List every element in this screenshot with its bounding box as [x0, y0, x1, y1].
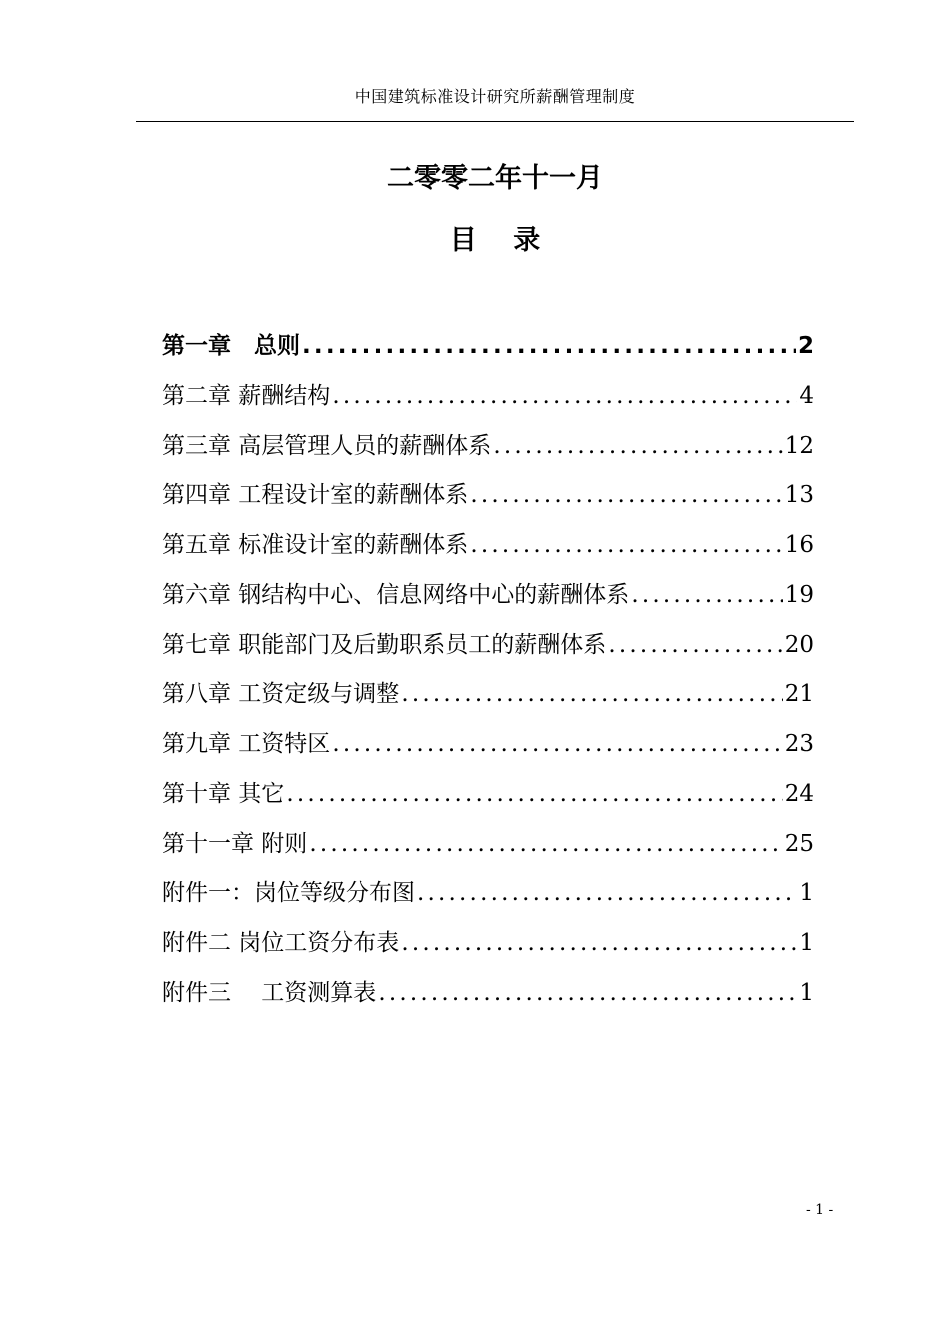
table-of-contents — [162, 328, 814, 1025]
toc-entry-page: 13 — [784, 482, 814, 509]
toc-entry-label: 第六章 钢结构中心、信息网络中心的薪酬体系 — [162, 581, 630, 608]
toc-entry-appendix-3[interactable] — [162, 975, 814, 1025]
header-divider — [136, 121, 854, 122]
toc-entry-chapter-1[interactable] — [162, 328, 814, 378]
document-date: 二零零二年十一月 — [387, 163, 603, 194]
toc-entry-chapter-6[interactable] — [162, 577, 814, 627]
toc-entry-label: 第五章 标准设计室的薪酬体系 — [162, 532, 469, 558]
toc-entry-page: 24 — [784, 780, 814, 807]
toc-entry-appendix-1[interactable] — [162, 875, 814, 925]
toc-entry-label: 第九章 工资特区 — [162, 731, 331, 757]
toc-entry-label: 第一章 总则 — [162, 333, 300, 359]
toc-entry-chapter-4[interactable] — [162, 477, 814, 527]
toc-dot-leader — [378, 975, 797, 1011]
toc-dot-leader — [302, 328, 796, 364]
toc-entry-label: 第十一章 附则 — [162, 830, 308, 857]
toc-dot-leader — [608, 627, 782, 663]
toc-entry-page: 16 — [784, 532, 814, 558]
toc-entry-chapter-10[interactable] — [162, 776, 814, 826]
toc-entry-page: 20 — [784, 631, 814, 658]
page-number: - 1 - — [806, 1202, 834, 1218]
toc-dot-leader — [631, 577, 782, 613]
toc-entry-page: 12 — [784, 432, 814, 459]
toc-dot-leader — [332, 726, 782, 762]
toc-entry-chapter-7[interactable] — [162, 627, 814, 677]
toc-dot-leader — [401, 676, 782, 712]
toc-entry-appendix-2[interactable] — [162, 925, 814, 975]
toc-dot-leader — [470, 477, 782, 513]
toc-dot-leader — [417, 875, 797, 911]
toc-entry-chapter-8[interactable] — [162, 676, 814, 726]
toc-entry-label: 第八章 工资定级与调整 — [162, 681, 400, 708]
toc-dot-leader — [470, 527, 782, 563]
toc-entry-label: 第四章 工程设计室的薪酬体系 — [162, 482, 469, 509]
toc-entry-label: 第七章 职能部门及后勤职系员工的薪酬体系 — [162, 631, 607, 658]
toc-entry-label: 第二章 薪酬结构 — [162, 382, 331, 409]
toc-entry-page: 1 — [799, 880, 814, 907]
toc-entry-chapter-9[interactable] — [162, 726, 814, 776]
toc-entry-page: 23 — [784, 731, 814, 757]
toc-entry-page: 25 — [784, 830, 814, 857]
toc-entry-page: 19 — [784, 581, 814, 608]
toc-dot-leader — [286, 776, 782, 812]
toc-entry-chapter-11[interactable] — [162, 826, 814, 876]
toc-entry-label: 第十章 其它 — [162, 780, 285, 807]
running-header: 中国建筑标准设计研究所薪酬管理制度 — [354, 87, 636, 106]
toc-entry-page: 1 — [799, 930, 814, 956]
toc-entry-page: 4 — [799, 382, 814, 409]
toc-entry-label: 附件一：岗位等级分布图 — [162, 880, 415, 907]
toc-dot-leader — [332, 378, 797, 414]
toc-dot-leader — [309, 826, 782, 862]
toc-entry-label: 附件三 工资测算表 — [162, 979, 377, 1006]
toc-title: 目 录 — [449, 225, 541, 256]
toc-entry-chapter-2[interactable] — [162, 378, 814, 428]
toc-entry-page: 21 — [784, 681, 814, 708]
toc-entry-label: 附件二 岗位工资分布表 — [162, 930, 400, 956]
toc-entry-page: 1 — [799, 979, 814, 1006]
toc-entry-page: 2 — [797, 333, 814, 359]
toc-entry-chapter-3[interactable] — [162, 428, 814, 478]
toc-entry-chapter-5[interactable] — [162, 527, 814, 577]
toc-entry-label: 第三章 高层管理人员的薪酬体系 — [162, 432, 492, 459]
toc-dot-leader — [401, 925, 797, 961]
toc-dot-leader — [493, 428, 782, 464]
